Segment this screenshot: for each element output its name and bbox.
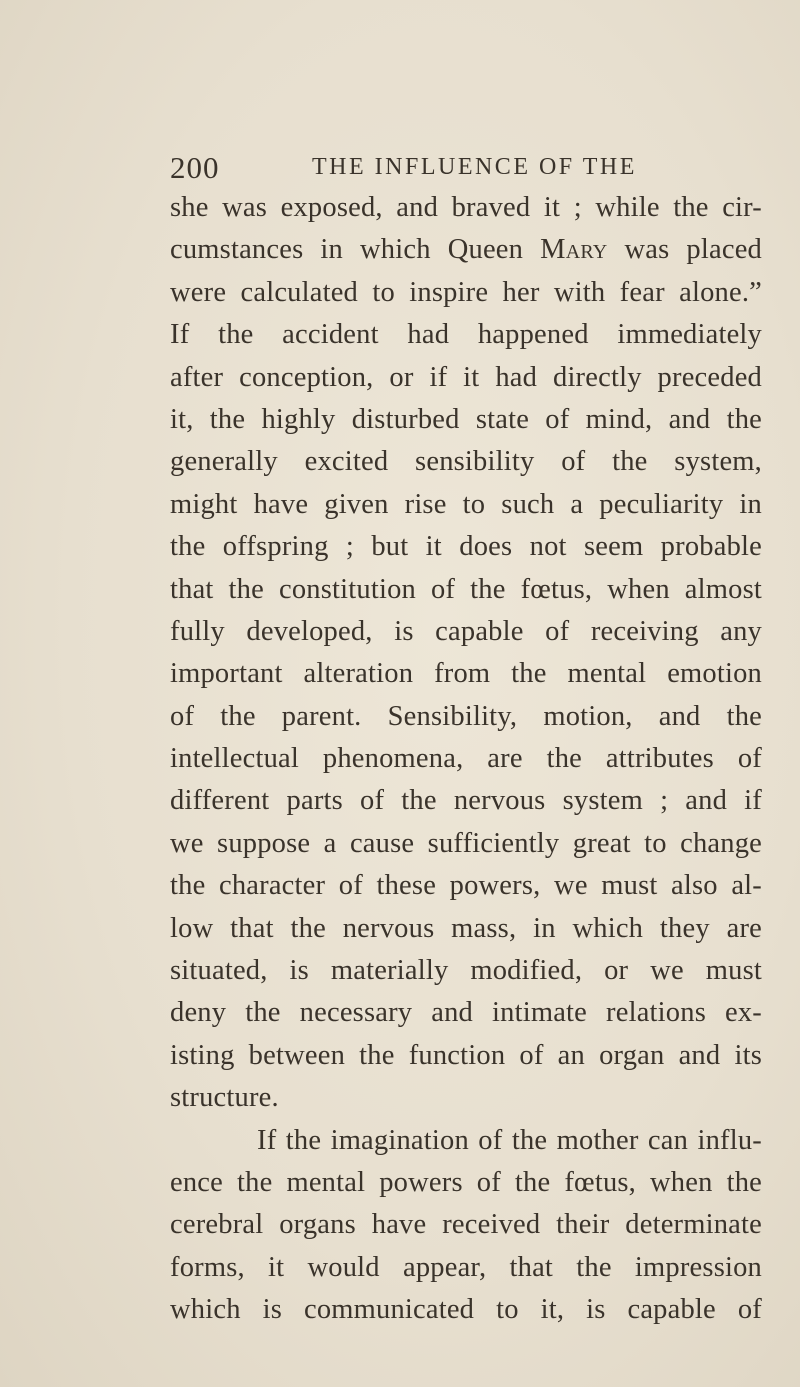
body-text — [170, 187, 762, 1332]
text-line: low that the nervous mass, in which they are — [170, 912, 762, 944]
text-line: ence the mental powers of the fœtus, when the — [170, 1166, 762, 1198]
text-line: situated, is materially modified, or we must — [170, 955, 762, 987]
text-line: If the imagination of the mother can influ- — [257, 1124, 762, 1156]
text-segment: cumstances in which Queen — [170, 234, 541, 266]
text-line: deny the necessary and intimate relations ex- — [170, 997, 762, 1029]
text-line: important alteration from the mental emotion — [170, 658, 762, 690]
text-line: the offspring ; but it does not seem probable — [170, 531, 762, 563]
paragraph — [170, 1120, 762, 1332]
text-line: which is communicated to it, is capable of — [170, 1294, 762, 1326]
text-line: generally excited sensibility of the system, — [170, 446, 762, 478]
text-line: isting between the function of an organ and its — [170, 1039, 762, 1071]
name-small-caps: Mary — [540, 234, 608, 266]
text-line: she was exposed, and braved it ; while the cir- — [170, 192, 762, 223]
text-line: we suppose a cause sufficiently great to change — [170, 827, 762, 859]
running-head: THE INFLUENCE OF THE — [312, 154, 637, 180]
text-line: of the parent. Sensibility, motion, and the — [170, 700, 762, 732]
text-line: it, the highly disturbed state of mind, and the — [170, 403, 762, 435]
text-line: different parts of the nervous system ; and if — [170, 785, 762, 817]
page-header — [170, 150, 690, 190]
text-line: If the accident had happened immediately — [170, 319, 762, 351]
text-line: fully developed, is capable of receiving any — [170, 615, 762, 647]
text-line: after conception, or if it had directly preceded — [170, 361, 762, 393]
text-line: might have given rise to such a peculiarity in — [170, 488, 762, 520]
text-line: cerebral organs have received their determinate — [170, 1209, 762, 1241]
text-line: were calculated to inspire her with fear alone.” — [170, 276, 762, 308]
text-line: forms, it would appear, that the impression — [170, 1251, 762, 1283]
text-line: that the constitution of the fœtus, when almost — [170, 573, 762, 605]
paragraph — [170, 187, 762, 1120]
text-line: structure. — [170, 1082, 279, 1114]
page-number: 200 — [170, 150, 220, 185]
text-line: intellectual phenomena, are the attributes of — [170, 743, 762, 775]
text-line: the character of these powers, we must also al- — [170, 870, 762, 902]
text-line — [170, 229, 762, 271]
text-segment: was placed — [607, 234, 762, 266]
